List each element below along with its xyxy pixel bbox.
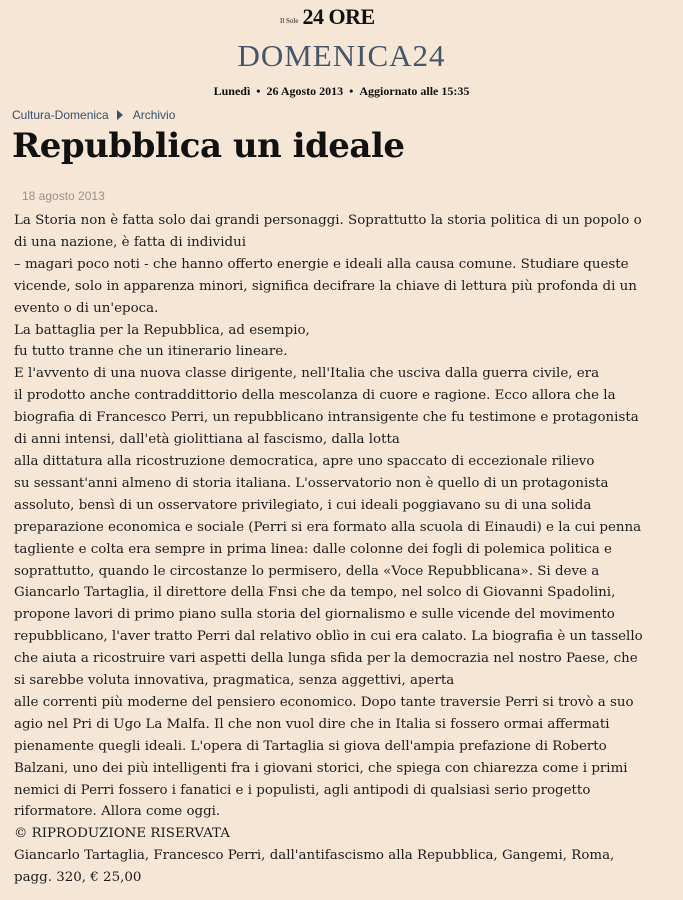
masthead: [0, 0, 683, 112]
breadcrumb: [12, 108, 175, 122]
article-line: – magari poco noti - che hanno offerto energie e ideali alla causa comune. Studiare queste: [14, 256, 629, 272]
article-line: pienamente quegli ideali. L'opera di Tartaglia si giova dell'ampia prefazione di Roberto: [14, 738, 607, 754]
article-line: Balzani, uno dei più intelligenti fra i giovani storici, che spiega con chiarezza come i primi: [14, 760, 628, 776]
article-line: soprattutto, quando le circostanze lo permisero, della «Voce Repubblicana». Si deve a: [14, 563, 600, 579]
article-date: 18 agosto 2013: [22, 189, 105, 203]
article-line: alle correnti più moderne del pensiero economico. Dopo tante traversie Perri si trovò a suo: [14, 694, 634, 710]
article-line: evento o di un'epoca.: [14, 300, 159, 316]
article-line: repubblicano, l'aver tratto Perri dal relativo oblìo in cui era calato. La biografia è un tassello: [14, 629, 643, 645]
dateline: [0, 84, 683, 99]
article-line: propone lavori di primo piano sulla storia del giornalismo e sulle vicende del movimento: [14, 607, 615, 623]
article-line: La Storia non è fatta solo dai grandi personaggi. Soprattutto la storia politica di un popolo o: [14, 213, 642, 228]
il-sole-24-ore-logo[interactable]: [280, 6, 375, 28]
chevron-right-icon: [117, 110, 123, 120]
article-body: [14, 210, 678, 889]
article-line: E l'avvento di una nuova classe dirigente, nell'Italia che usciva dalla guerra civile, era: [14, 366, 600, 382]
current-date: 26 Agosto 2013: [266, 84, 344, 98]
article-title: Repubblica un ideale: [12, 126, 405, 166]
article-line: alla dittatura alla ricostruzione democratica, apre uno spaccato di eccezionale rilievo: [14, 453, 595, 469]
article-line: tagliente e colta era sempre in prima linea: dalle colonne dei fogli di polemica politica e: [14, 541, 612, 557]
article-line: su sessant'anni almeno di storia italiana. L'osservatorio non è quello di un protagonista: [14, 475, 609, 491]
updated-time: Aggiornato alle 15:35: [359, 84, 470, 98]
article-line: vicende, solo in apparenza minori, significa decifrare la chiave di lettura più profonda di un: [14, 278, 637, 294]
day-name: Lunedì: [213, 84, 251, 98]
breadcrumb-link-cultura-domenica[interactable]: Cultura-Domenica: [12, 108, 109, 122]
article-line: biografia di Francesco Perri, un repubblicano intransigente che fu testimone e protagonista: [14, 410, 639, 426]
article-line: agio nel Pri di Ugo La Malfa. Il che non vuol dire che in Italia si fossero ormai affermati: [14, 716, 610, 732]
article-line: si sarebbe voluta innovativa, pragmatica, senza aggettivi, aperta: [14, 673, 455, 689]
section-title[interactable]: DOMENICA24: [237, 38, 446, 73]
article-line: fu tutto tranne che un itinerario lineare.: [14, 344, 288, 360]
article-line: pagg. 320, € 25,00: [14, 870, 142, 886]
article-line: che aiuta a ricostruire vari aspetti della lunga sfida per la democrazia nel nostro Paese, che: [14, 651, 638, 667]
article-line: di anni intensi, dall'età giolittiana al fascismo, dalla lotta: [14, 432, 400, 448]
article-line: Giancarlo Tartaglia, Francesco Perri, dall'antifascismo alla Repubblica, Gangemi, Roma,: [14, 848, 615, 864]
article-line: riformatore. Allora come oggi.: [14, 804, 221, 820]
breadcrumb-link-archivio[interactable]: Archivio: [132, 108, 176, 122]
article-line: preparazione economica e sociale (Perri si era formato alla scuola di Einaudi) e la cui penna: [14, 519, 642, 535]
article-line: © RIPRODUZIONE RISERVATA: [14, 826, 230, 842]
bullet-separator: •: [256, 84, 261, 98]
logo-small-text: Il Sole: [280, 17, 299, 25]
article-line: di una nazione, è fatta di individui: [14, 234, 246, 250]
logo-big-text: 24 ORE: [302, 4, 375, 29]
article-line: assoluto, bensì di un osservatore privilegiato, i cui ideali poggiavano su di una solida: [14, 497, 592, 513]
article-line: La battaglia per la Repubblica, ad esempio,: [14, 322, 310, 338]
article-line: nemici di Perri fossero i fanatici e i populisti, agli antipodi di qualsiasi serio progetto: [14, 782, 591, 798]
bullet-separator: •: [349, 84, 354, 98]
article-line: Giancarlo Tartaglia, il direttore della Fnsi che da tempo, nel solco di Giovanni Spadolini,: [14, 585, 616, 601]
article-line: il prodotto anche contraddittorio della mescolanza di cuore e ragione. Ecco allora che la: [14, 388, 616, 404]
